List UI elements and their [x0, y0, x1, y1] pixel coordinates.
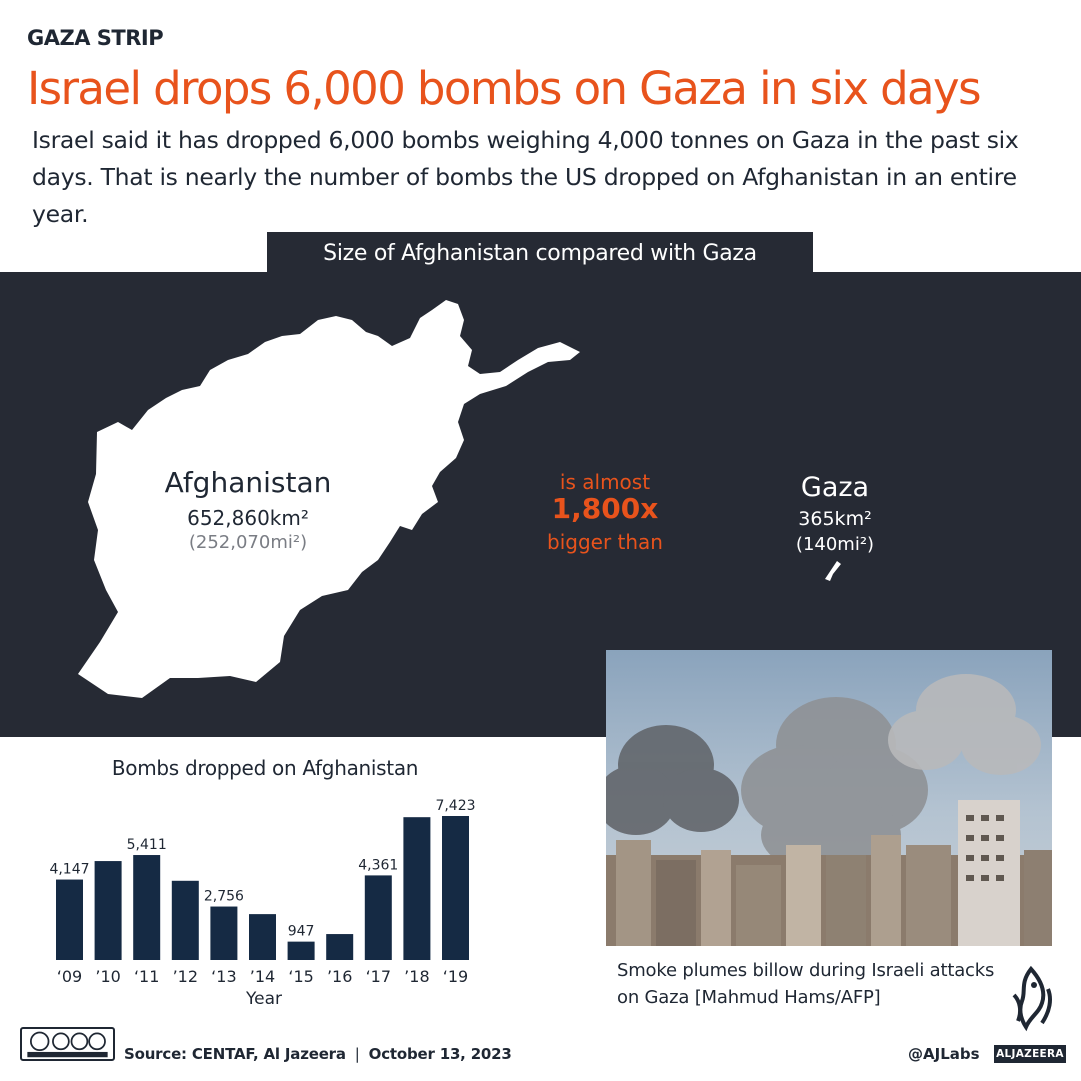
source-text: Source: CENTAF, Al Jazeera	[124, 1045, 346, 1063]
bar-value-label: 4,147	[49, 861, 90, 878]
photo-caption: Smoke plumes billow during Israeli attacks on Gaza [Mahmud Hams/AFP]	[617, 960, 995, 1008]
x-axis-label: Year	[246, 989, 282, 1009]
x-tick-label: ‘13	[211, 967, 237, 986]
bar-value-label: 4,361	[358, 857, 399, 874]
creative-commons-icon	[20, 1027, 115, 1061]
bar-3	[172, 881, 199, 960]
news-photo	[606, 650, 1052, 946]
map-panel-title: Size of Afghanistan compared with Gaza	[267, 232, 813, 274]
afghanistan-area-mi: (252,070mi²)	[188, 532, 308, 553]
x-tick-label: ‘17	[365, 967, 392, 986]
footer-source-line	[124, 1045, 512, 1063]
bar-0	[56, 880, 83, 960]
comparison-ratio: 1,800x	[551, 492, 659, 525]
bar-5	[249, 914, 276, 960]
x-tick-label: ‘11	[133, 967, 160, 986]
bar-4	[210, 907, 237, 960]
bar-value-label: 5,411	[126, 837, 167, 854]
twitter-handle: @AJLabs	[908, 1045, 980, 1063]
chart-title: Bombs dropped on Afghanistan	[111, 756, 419, 780]
afghanistan-label: Afghanistan	[164, 466, 332, 499]
gaza-label: Gaza	[800, 472, 870, 503]
bar-value-label: 947	[287, 923, 315, 940]
x-tick-label: ’10	[95, 967, 121, 986]
bar-value-label: 7,423	[435, 798, 476, 814]
bar-7	[326, 934, 353, 960]
footer-separator: |	[354, 1045, 360, 1063]
afghanistan-area-km: 652,860km²	[187, 506, 309, 530]
headline: Israel drops 6,000 bombs on Gaza in six days	[27, 62, 980, 115]
bar-value-label: 2,756	[203, 888, 244, 905]
kicker: GAZA STRIP	[27, 26, 164, 50]
publish-date: October 13, 2023	[368, 1045, 512, 1063]
bar-chart	[40, 790, 490, 1020]
x-tick-label: ‘19	[442, 967, 469, 986]
gaza-area-mi: (140mi²)	[795, 534, 875, 555]
aljazeera-logo-icon	[996, 965, 1066, 1035]
x-tick-label: ’16	[326, 967, 353, 986]
x-tick-label: ‘09	[56, 967, 83, 986]
comparison-text-bottom: bigger than	[547, 530, 663, 554]
comparison-text-top: is almost	[559, 470, 651, 494]
bar-10	[442, 816, 469, 960]
gaza-map-shape	[824, 560, 842, 582]
standfirst: Israel said it has dropped 6,000 bombs weighing 4,000 tonnes on Gaza in the past six days. That is nearly the number of bombs the US dropped on Afghanistan in an entire year.	[32, 126, 1019, 228]
x-tick-label: ’12	[172, 967, 199, 986]
x-tick-label: ’14	[249, 967, 276, 986]
x-tick-label: ’18	[404, 967, 430, 986]
bar-8	[365, 875, 392, 960]
gaza-area-km: 365km²	[798, 508, 872, 530]
bar-2	[133, 855, 160, 960]
bar-6	[288, 942, 315, 960]
bar-1	[95, 861, 122, 960]
brand-wordmark: ALJAZEERA	[994, 1045, 1066, 1063]
x-tick-label: ‘15	[288, 967, 314, 986]
bar-9	[403, 817, 430, 960]
